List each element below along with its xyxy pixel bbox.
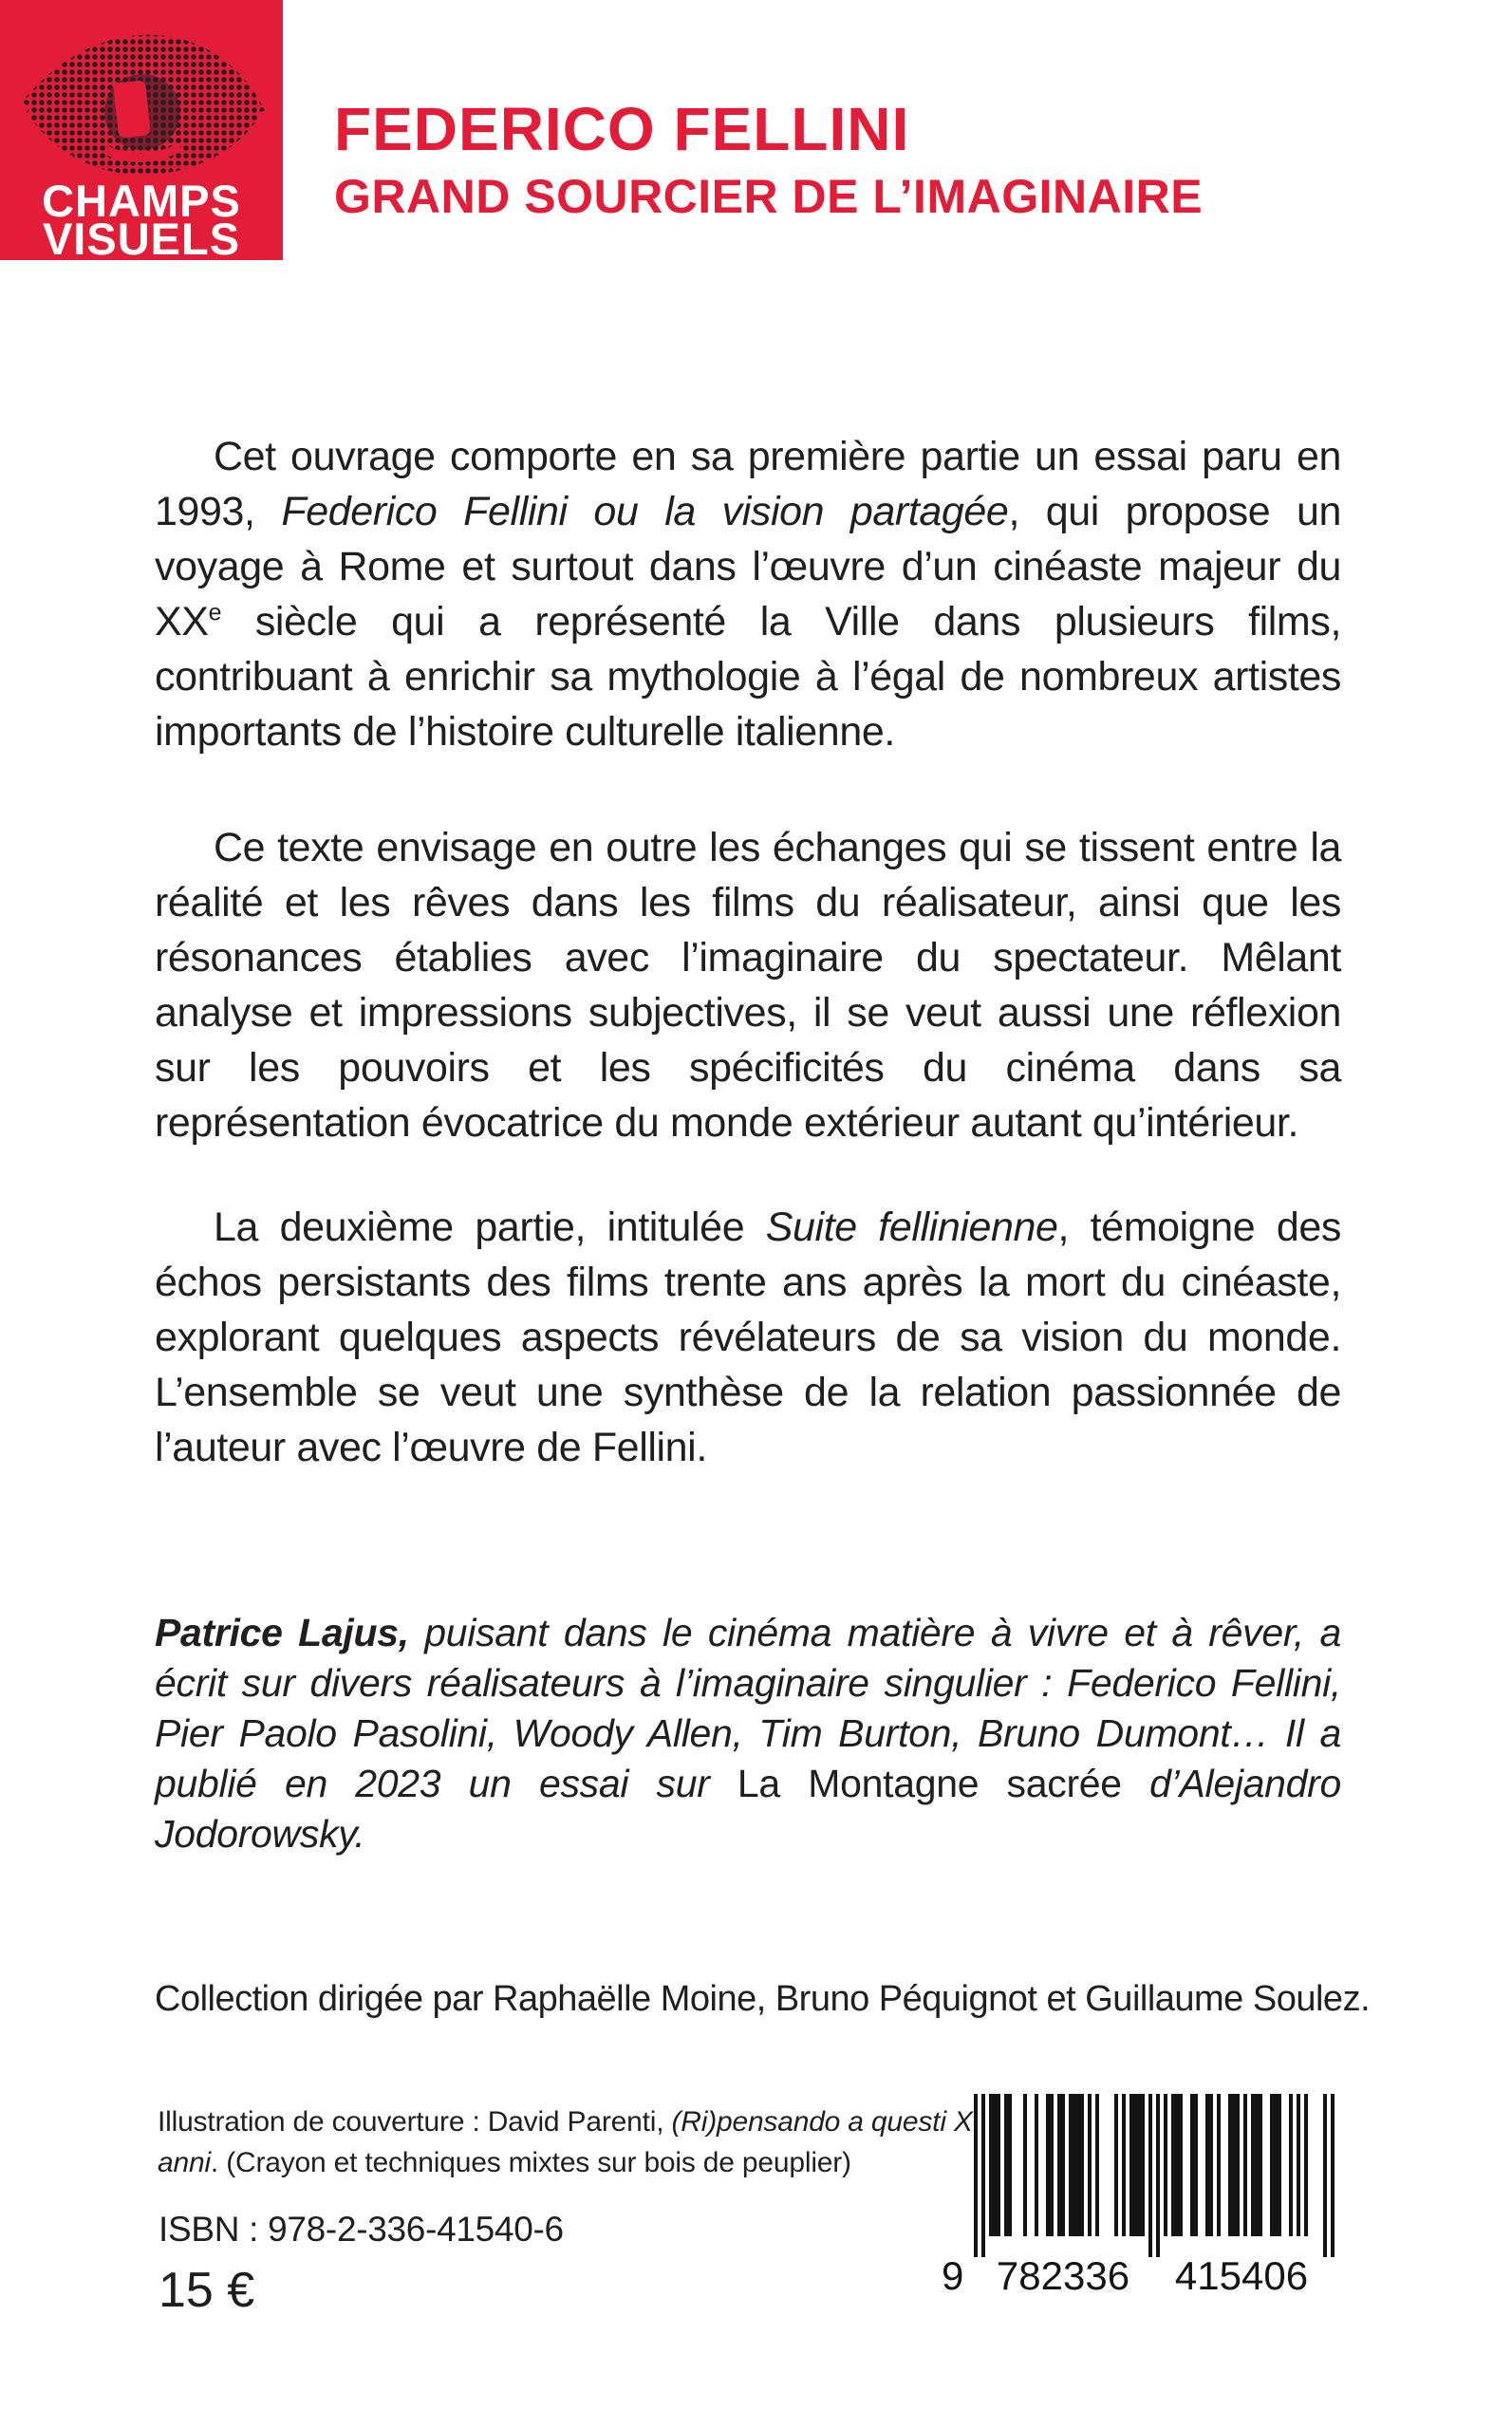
- synopsis-paragraph-3: La deuxième partie, intitulée Suite fellinienne, témoigne des échos persistants des films trente ans après la mort du cinéaste, explorant quelques aspects révélateurs de sa vision du monde. L’ensemble se veut une synthèse de la relation passionnée de l’auteur avec l’œuvre de Fellini.: [155, 1204, 1341, 1470]
- ean13-barcode: [938, 2094, 1360, 2295]
- collection-credit: Collection dirigée par Raphaëlle Moine, Bruno Péquignot et Guillaume Soulez.: [155, 1979, 1371, 2019]
- isbn: ISBN : 978-2-336-41540-6: [159, 2210, 564, 2249]
- book-title: FEDERICO FELLINI: [334, 95, 910, 163]
- book-subtitle: GRAND SOURCIER DE L’IMAGINAIRE: [334, 170, 1204, 223]
- synopsis-paragraph-2: Ce texte envisage en outre les échanges qui se tissent entre la réalité et les rêves dans les films du réalisateur, ainsi que les résonances établies avec l’imaginaire du spectateur. Mêlant analyse et impressions subjectives, il se veut aussi une réflexion sur les pouvoirs et les spécificités du cinéma dans sa représentation évocatrice du monde extérieur autant qu’intérieur.: [155, 825, 1341, 1146]
- author-bio: Patrice Lajus, puisant dans le cinéma matière à vivre et à rêver, a écrit sur divers réalisateurs à l’imaginaire singulier : Federico Fellini, Pier Paolo Pasolini, Woody Allen, Tim Burton, Bruno Dumont… Il a publié en 2023 un essai sur La Montagne sacrée d’Alejandro Jodorowsky.: [155, 1611, 1342, 1856]
- barcode-bars: [974, 2094, 1335, 2257]
- price: 15 €: [159, 2263, 255, 2318]
- collection-logo-text: [0, 176, 283, 264]
- publisher-logo: [0, 0, 283, 264]
- synopsis-paragraph-1: Cet ouvrage comporte en sa première partie un essai paru en 1993, Federico Fellini ou la vision partagée, qui propose un voyage à Rome et surtout dans l’œuvre d’un cinéaste majeur du XXe siècle qui a représenté la Ville dans plusieurs films, contribuant à enrichir sa mythologie à l’égal de nombreux artistes importants de l’histoire culturelle italienne.: [155, 434, 1342, 755]
- collection-logo-line1: CHAMPS: [42, 176, 241, 226]
- barcode-digit-group-2: 782336: [996, 2253, 1130, 2295]
- cover-illustration-credit: Illustration de couverture : David Parenti, (Ri)pensando a questi X anni. (Crayon et techniques mixtes sur bois de peuplier): [158, 2106, 973, 2178]
- title-block: [334, 95, 1204, 223]
- collection-logo-line2: VISUELS: [42, 214, 241, 264]
- barcode-digit-group-1: 9: [942, 2253, 964, 2295]
- barcode-digit-group-3: 415406: [1174, 2253, 1309, 2295]
